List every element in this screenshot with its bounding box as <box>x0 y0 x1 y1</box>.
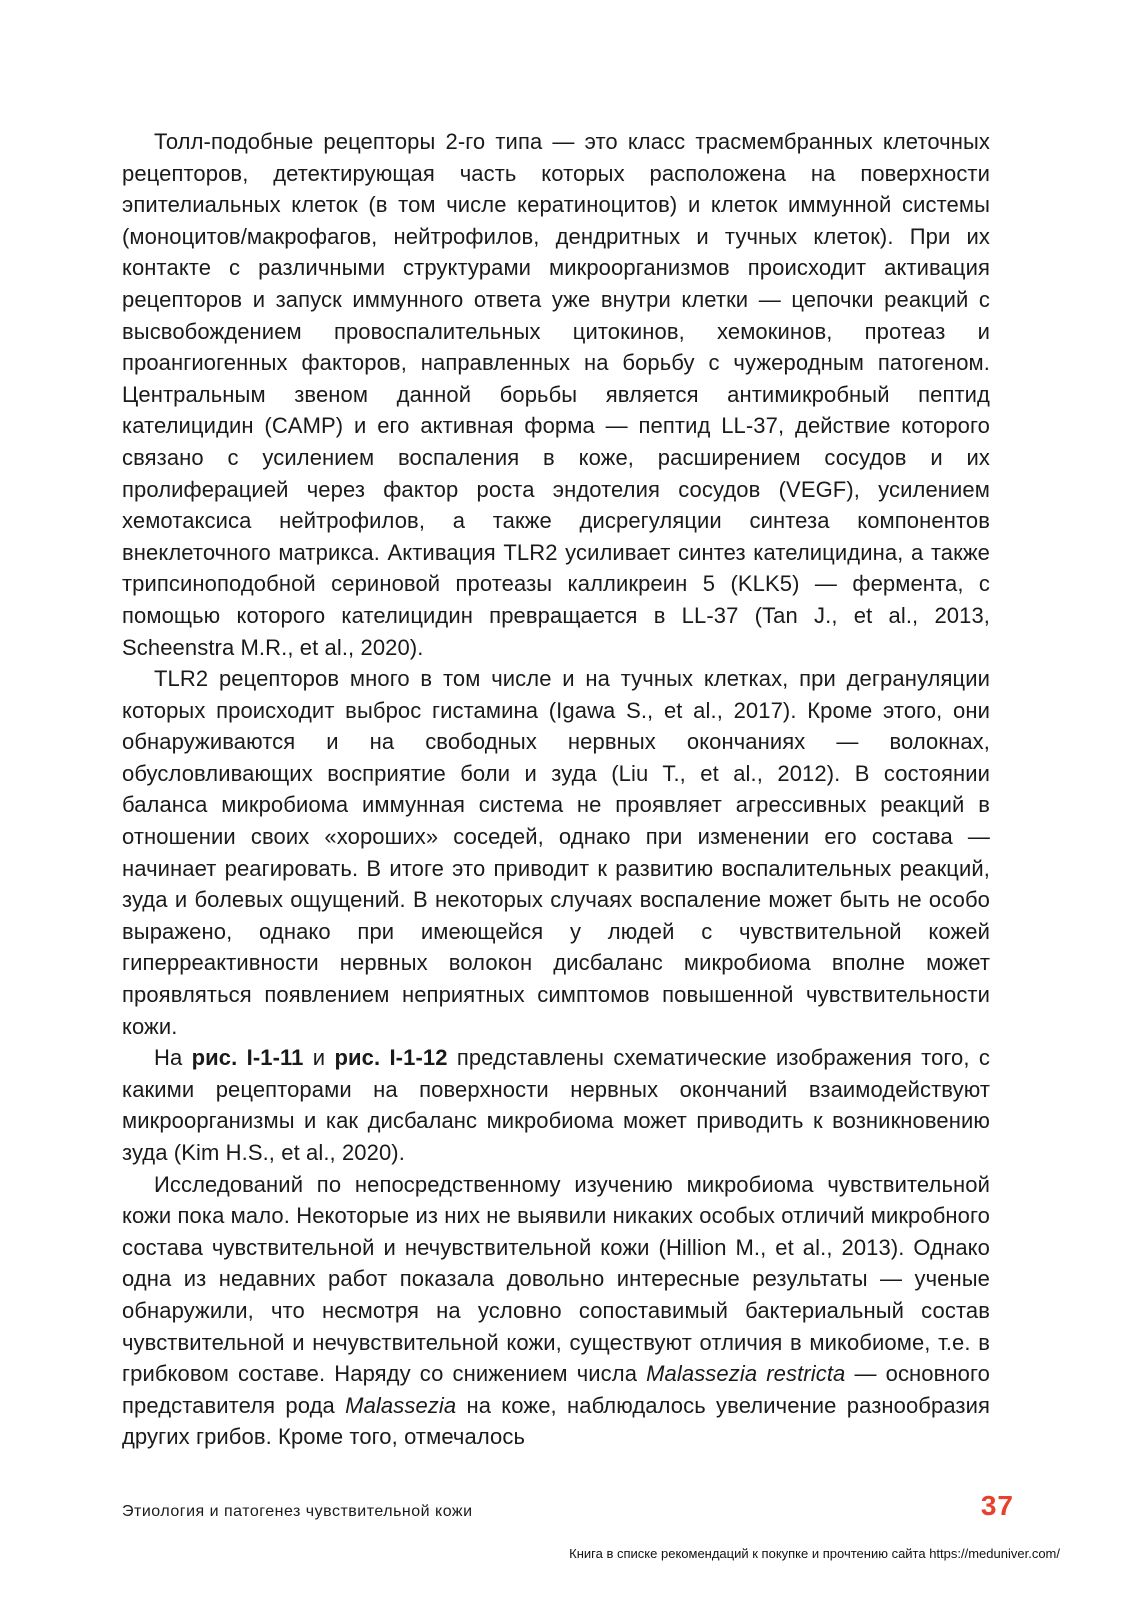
page-number: 37 <box>980 1490 1014 1521</box>
site-notice: Книга в списке рекомендаций к покупке и прочтению сайта https://meduniver.com/ <box>569 1546 1060 1561</box>
text-segment: Толл-подобные рецепторы 2-го типа — это класс трасмембранных клеточных рецепторов, детектирующая часть которых расположена на поверхности эпителиальных клеток (в том числе кератиноцитов) и клеток иммунной системы (моноцитов/макрофагов, нейтрофилов, дендритных и тучных клеток). При их контакте с различными структурами микроорганизмов происходит активация рецепторов и запуск иммунного ответа уже внутри клетки — цепочки реакций с высвобождением провоспалительных цитокинов, хемокинов, протеаз и проангиогенных факторов, направленных на борьбу с чужеродным патогеном. Центральным звеном данной борьбы является антимикробный пептид кателицидин (CAMP) и его активная форма — пептид LL-37, действие которого связано с усилением воспаления в коже, расширением сосудов и их пролиферацией через фактор роста эндотелия сосудов (VEGF), усилением хемотаксиса нейтрофилов, а также дисрегуляции синтеза компонентов внеклеточного матрикса. Активация TLR2 усиливает синтез кателицидина, а также трипсиноподобной сериновой протеазы калликреин 5 (KLK5) — фермента, с помощью которого кателицидин превращается в LL-37 (Tan J., et al., 2013, Scheenstra M.R., et al., 2020). <box>122 129 990 660</box>
main-text <box>122 126 990 1453</box>
text-segment: Исследований по непосредственному изучению микробиома чувствительной кожи пока мало. Некоторые из них не выявили никаких особых отличий микробного состава чувствительной и нечувствительной кожи (Hillion M., et al., 2013). Однако одна из недавних работ показала довольно интересные результаты — ученые обнаружили, что несмотря на условно сопоставимый бактериальный состав чувствительной и нечувствительной кожи, существуют отличия в микобиоме, т.е. в грибковом составе. Наряду со снижением числа <box>122 1171 990 1387</box>
text-segment: представлены схематические изображения того, с какими рецепторами на поверхности нервных окончаний взаимодействуют микроорганизмы и как дисбаланс микробиома может приводить к возникновению зуда (Kim H.S., et al., 2020). <box>122 1045 990 1165</box>
text-segment: на коже, наблюдалось увеличение разнообразия других грибов. Кроме того, отмечалось <box>122 1392 991 1450</box>
text-segment: и <box>303 1045 335 1071</box>
paragraph-2 <box>122 663 990 1042</box>
text-segment: Malassezia restricta <box>646 1361 846 1387</box>
paragraph-4 <box>122 1169 990 1453</box>
text-segment: рис. I-1-11 <box>191 1045 304 1071</box>
text-segment: На <box>154 1045 192 1071</box>
running-title: Этиология и патогенез чувствительной кожи <box>122 1503 473 1520</box>
paragraph-3 <box>122 1042 990 1168</box>
paragraph-1 <box>122 126 990 663</box>
text-segment: рис. I-1-12 <box>334 1045 448 1071</box>
text-segment: — основного представителя рода <box>122 1361 990 1418</box>
text-segment: TLR2 рецепторов много в том числе и на тучных клетках, при дегрануляции которых происходит выброс гистамина (Igawa S., et al., 2017). Кроме этого, они обнаруживаются и на свободных нервных окончаниях — волокнах, обусловливающих восприятие боли и зуда (Liu T., et al., 2012). В состоянии баланса микробиома иммунная система не проявляет агрессивных реакций в отношении своих «хороших» соседей, однако при изменении его состава — начинает реагировать. В итоге это приводит к развитию воспалительных реакций, зуда и болевых ощущений. В некоторых случаях воспаление может быть не особо выражено, однако при имеющейся у людей с чувствительной кожей гиперреактивности нервных волокон дисбаланс микробиома вполне может проявляться появлением неприятных симптомов повышенной чувствительности кожи. <box>122 666 990 1039</box>
text-segment: Malassezia <box>345 1392 457 1418</box>
